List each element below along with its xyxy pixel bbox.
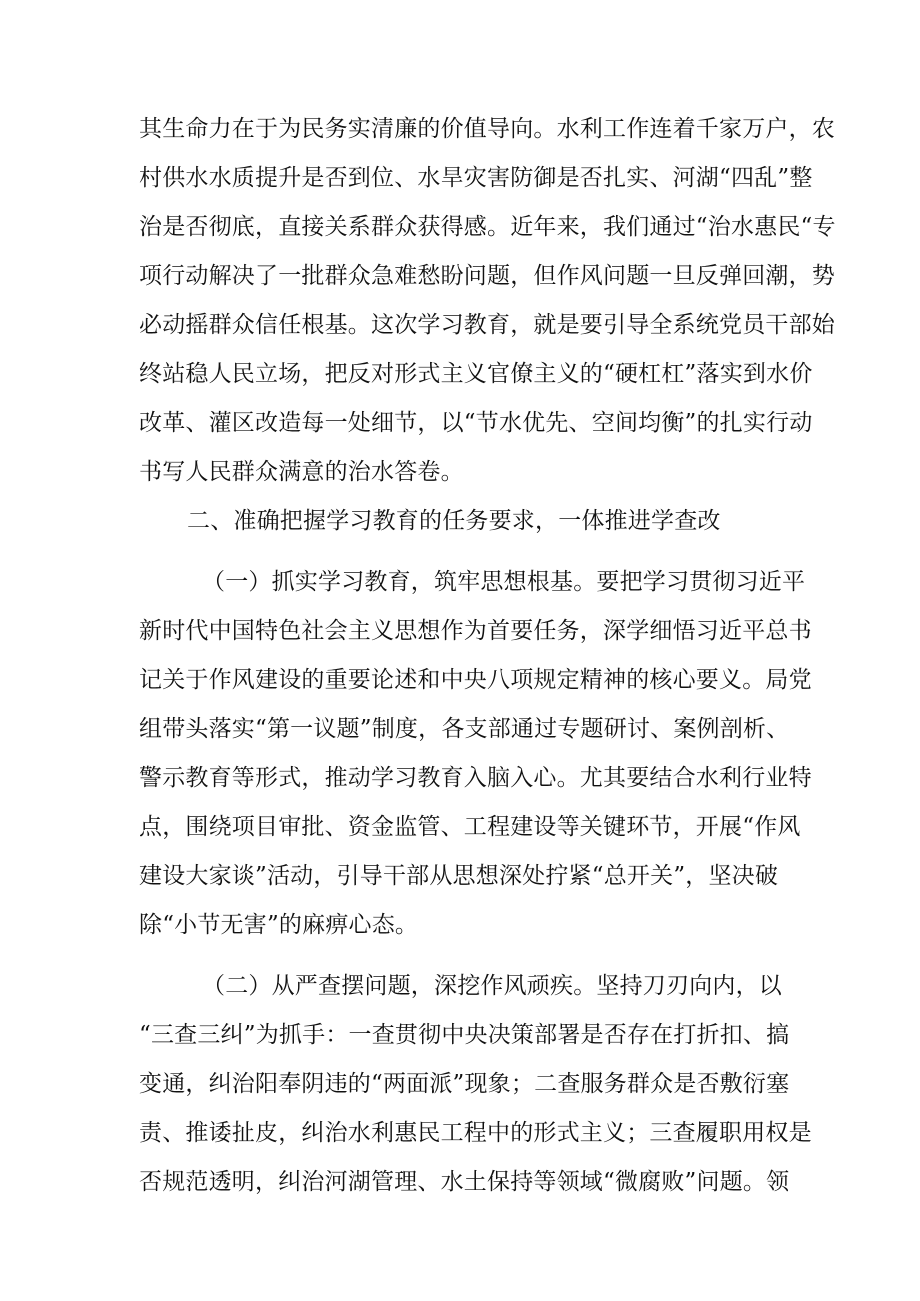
- paragraph-1-line-6: 终站稳人民立场，把反对形式主义官僚主义的“硬杠杠”落实到水价: [139, 361, 813, 387]
- paragraph-1-line-1: 其生命力在于为民务实清廉的价值导向。水利工作连着千家万户，农: [139, 116, 835, 142]
- paragraph-3-line-3: 变通，纠治阳奉阴违的“两面派”现象；二查服务群众是否敷衍塞: [139, 1071, 790, 1097]
- paragraph-3-line-2: “三查三纠”为抓手：一查贯彻中央决策部署是否存在打折扣、搞: [139, 1022, 790, 1048]
- paragraph-2-line-7: 建设大家谈”活动，引导干部从思想深处拧紧“总开关”，坚决破: [139, 863, 779, 889]
- paragraph-1-line-8: 书写人民群众满意的治水答卷。: [139, 459, 464, 485]
- paragraph-1-line-5: 必动摇群众信任根基。这次学习教育，就是要引导全系统党员干部始: [139, 312, 835, 338]
- paragraph-3-line-1: （二）从严查摆问题，深挖作风顽疾。坚持刀刃向内，以: [202, 973, 782, 999]
- paragraph-2-line-2: 新时代中国特色社会主义思想作为首要任务，深学细悟习近平总书: [139, 618, 812, 644]
- paragraph-1-line-4: 项行动解决了一批群众急难愁盼问题，但作风问题一旦反弹回潮，势: [139, 263, 835, 289]
- section-heading: 二、准确把握学习教育的任务要求，一体推进学查改: [187, 508, 721, 534]
- paragraph-1-line-3: 治是否彻底，直接关系群众获得感。近年来，我们通过“治水惠民“专: [139, 214, 836, 240]
- paragraph-1-line-7: 改革、灌区改造每一处细节，以“节水优先、空间均衡”的扎实行动: [139, 410, 813, 436]
- paragraph-1-line-2: 村供水水质提升是否到位、水旱灾害防御是否扎实、河湖“四乱”整: [139, 165, 813, 191]
- paragraph-3-line-4: 责、推诿扯皮，纠治水利惠民工程中的形式主义；三查履职用权是: [139, 1120, 812, 1146]
- paragraph-2-line-3: 记关于作风建设的重要论述和中央八项规定精神的核心要义。局党: [139, 667, 812, 693]
- paragraph-3-line-5: 否规范透明，纠治河湖管理、水土保持等领域“微腐败”问题。领: [139, 1169, 790, 1195]
- paragraph-2-line-6: 点，围绕项目审批、资金监管、工程建设等关键环节，开展“作风: [139, 814, 801, 840]
- paragraph-2-line-1: （一）抓实学习教育，筑牢思想根基。要把学习贯彻习近平: [202, 569, 806, 595]
- paragraph-2-line-4: 组带头落实“第一议题”制度，各支部通过专题研讨、案例剖析、: [139, 716, 790, 742]
- paragraph-2-line-5: 警示教育等形式，推动学习教育入脑入心。尤其要结合水利行业特: [139, 765, 812, 791]
- paragraph-2-line-8: 除“小节无害”的麻痹心态。: [139, 912, 419, 938]
